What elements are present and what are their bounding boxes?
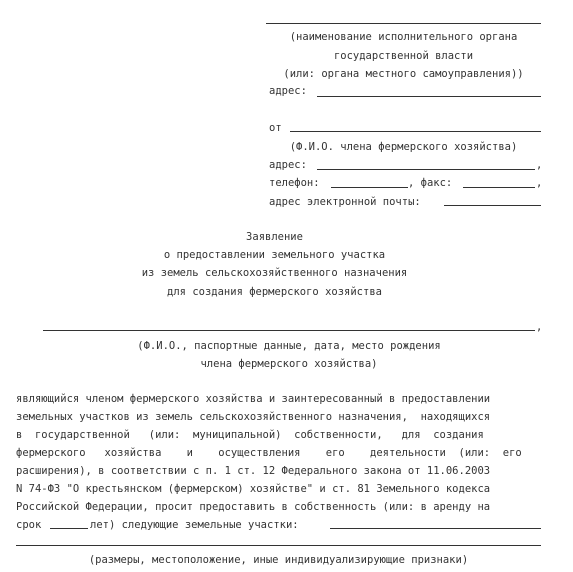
applicant-name-line [290, 131, 541, 132]
term-years-line [50, 528, 88, 529]
authority-hint-2: государственной власти [333, 50, 474, 62]
title-line-3: для создания фермерского хозяйства [167, 286, 382, 298]
authority-address-line [317, 96, 541, 97]
document-title: Заявление [246, 231, 303, 243]
applicant-hint: (Ф.И.О. члена фермерского хозяйства) [289, 141, 518, 153]
body-line-1: являющийся членом фермерского хозяйства и заинтересованный в предоставлении [16, 393, 491, 405]
body-line-7: Российской Федерации, просит предоставить в собственность (или: в аренду на [16, 501, 491, 513]
term-text: лет) следующие земельные участки: [90, 519, 299, 531]
from-label: от [269, 122, 282, 134]
fax-comma: , [536, 177, 543, 189]
body-line-4: фермерского хозяйства и осуществления его деятельности (или: его [16, 447, 522, 459]
phone-label: телефон: [269, 177, 320, 189]
email-line [444, 205, 541, 206]
fax-line [463, 187, 535, 188]
person-hint-1: (Ф.И.О., паспортные данные, дата, место рождения [137, 340, 441, 352]
phone-line [331, 187, 408, 188]
fax-label: , факс: [408, 177, 453, 189]
authority-name-line [266, 23, 541, 24]
applicant-address-line [317, 169, 535, 170]
title-line-2: из земель сельскохозяйственного назначения [141, 267, 408, 279]
person-details-comma: , [536, 321, 543, 333]
authority-hint-3: (или: органа местного самоуправления)) [283, 68, 524, 80]
plots-line [330, 528, 541, 529]
body-line-2: земельных участков из земель сельскохозяйственного назначения, находящихся [16, 411, 491, 423]
person-details-line [43, 330, 535, 331]
plots-hint: (размеры, местоположение, иные индивидуализирующие признаки) [88, 554, 469, 566]
authority-hint-1: (наименование исполнительного органа [289, 31, 518, 43]
email-label: адрес электронной почты: [269, 196, 421, 208]
body-line-3: в государственной (или: муниципальной) собственности, для создания [16, 429, 484, 441]
applicant-address-comma: , [536, 159, 543, 171]
title-line-1: о предоставлении земельного участка [163, 249, 386, 261]
authority-address-label: адрес: [269, 85, 307, 97]
body-line-6: N 74-ФЗ "О крестьянском (фермерском) хозяйстве" и ст. 81 Земельного кодекса [16, 483, 491, 495]
person-hint-2: члена фермерского хозяйства) [200, 358, 378, 370]
term-label: срок [16, 519, 42, 531]
body-line-5: расширения), в соответствии с п. 1 ст. 12 Федерального закона от 11.06.2003 [16, 465, 491, 477]
plots-details-line [16, 545, 541, 546]
applicant-address-label: адрес: [269, 159, 307, 171]
